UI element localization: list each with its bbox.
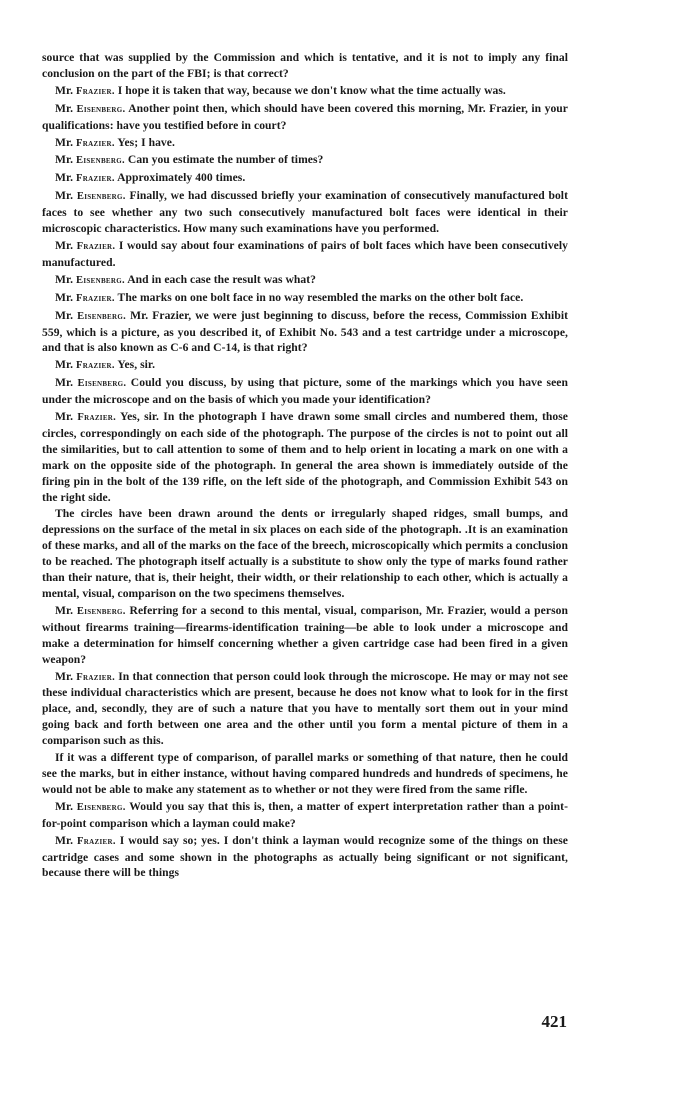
- speaker-title: Mr.: [55, 135, 77, 149]
- page-number: 421: [541, 1012, 567, 1031]
- speaker-name: Eisenberg.: [77, 378, 127, 390]
- paragraph-text: Yes, sir. In the photograph I have drawn some small circles and numbered them, those circles, correspondingly on each side of the photograph. The purpose of the circles is not to point out all the similarities, but to call attention to some of them and to help orient in locating a mark on one with a mark on the opposite side of the photograph. In general the area shown is immediately outside of the firing pin in the bolt of the 139 rifle, on the left side of the photograph, and Commission Exhibit 543 on the right side.: [42, 410, 568, 504]
- transcript-paragraph: [42, 750, 568, 798]
- speaker-title: Mr.: [55, 308, 78, 322]
- paragraph-text: Another point then, which should have been covered this morning, Mr. Frazier, in your qualifications: have you testified before in court?: [42, 101, 568, 132]
- transcript-paragraph: [42, 188, 568, 237]
- speaker-title: Mr.: [55, 238, 77, 252]
- speaker-name: Eisenberg.: [77, 310, 127, 322]
- speaker-title: Mr.: [55, 376, 78, 390]
- paragraph-text: I would say so; yes. I don't think a layman would recognize some of the things on these cartridge cases and some shown in the photographs as actually being significant or not significant, because there will be things: [42, 833, 568, 880]
- transcript-paragraph: [42, 308, 568, 357]
- transcript-paragraph: [42, 409, 568, 505]
- paragraph-text: Can you estimate the number of times?: [127, 153, 324, 167]
- speaker-name: Frazier.: [77, 412, 117, 424]
- paragraph-text: Approximately 400 times.: [117, 171, 246, 185]
- transcript-paragraph: [42, 135, 568, 152]
- speaker-title: Mr.: [55, 603, 77, 617]
- speaker-title: Mr.: [55, 101, 77, 115]
- transcript-paragraph: [42, 506, 568, 601]
- transcript-paragraph: [42, 357, 568, 374]
- paragraph-text: Yes, sir.: [117, 358, 156, 372]
- paragraph-text: And in each case the result was what?: [127, 272, 316, 286]
- paragraph-text: The circles have been drawn around the dents or irregularly shaped ridges, small bumps, and depressions on the surface of the metal in six places on each side of the photograph. .It is an examination of these marks, and all of the marks on the face of the breech, microscopically which permits a conclusion to be reached. The photograph itself actually is a substitute to show only the type of marks found rather than their nature, that is, their height, their width, or their relationship to each other, which is actually a mental, visual, comparison on the two specimens themselves.: [42, 507, 568, 600]
- speaker-name: Frazier.: [76, 671, 116, 683]
- transcript-page: [42, 50, 568, 882]
- speaker-name: Frazier.: [76, 85, 115, 97]
- transcript-paragraph: [42, 603, 568, 668]
- speaker-name: Eisenberg.: [76, 801, 126, 813]
- speaker-title: Mr.: [55, 358, 77, 372]
- transcript-paragraph: [42, 83, 568, 100]
- paragraph-text: Finally, we had discussed briefly your examination of consecutively manufactured bolt faces to see whether any two such consecutively manufactured bolt faces were identical in their microscopic characteristics. How many such examinations have you performed.: [42, 189, 568, 236]
- paragraph-text: Yes; I have.: [117, 135, 175, 149]
- paragraph-text: I hope it is taken that way, because we don't know what the time actually was.: [117, 83, 506, 97]
- paragraph-text: Mr. Frazier, we were just beginning to discuss, before the recess, Commission Exhibit 559, which is a picture, as you described it, of Exhibit No. 543 and a test cartridge under a microscope, and that is also known as C-6 and C-14, is that right?: [42, 308, 569, 355]
- speaker-name: Eisenberg.: [76, 191, 126, 203]
- speaker-title: Mr.: [55, 410, 78, 424]
- speaker-title: Mr.: [55, 153, 77, 167]
- speaker-title: Mr.: [55, 833, 78, 847]
- transcript-paragraph: [42, 799, 568, 832]
- speaker-name: Frazier.: [76, 173, 115, 185]
- speaker-title: Mr.: [55, 272, 77, 286]
- speaker-title: Mr.: [55, 290, 77, 304]
- speaker-title: Mr.: [55, 669, 77, 683]
- speaker-name: Eisenberg.: [76, 605, 126, 617]
- speaker-name: Frazier.: [76, 360, 115, 372]
- transcript-paragraph: [42, 669, 568, 750]
- speaker-name: Eisenberg.: [76, 155, 125, 167]
- speaker-name: Frazier.: [76, 137, 115, 149]
- speaker-name: Eisenberg.: [76, 103, 126, 115]
- transcript-paragraph: [42, 290, 568, 307]
- paragraph-text: If it was a different type of comparison, of parallel marks or something of that nature, then he could see the marks, but in either instance, without having compared hundreds and hundreds of specimens, he would not be able to make any statement as to whether or not they were fired from the same rifle.: [42, 751, 568, 796]
- speaker-name: Eisenberg.: [76, 274, 125, 286]
- paragraph-text: The marks on one bolt face in no way resembled the marks on the other bolt face.: [117, 290, 524, 304]
- speaker-name: Frazier.: [76, 292, 115, 304]
- transcript-paragraph: [42, 272, 568, 289]
- paragraph-text: Referring for a second to this mental, visual, comparison, Mr. Frazier, would a person without firearms training—firearms-identification training—be able to look under a microscope and make a determination for himself concerning whether a given cartridge case had been fired in a given weapon?: [42, 603, 568, 666]
- transcript-paragraph: [42, 238, 568, 271]
- transcript-paragraph: [42, 50, 568, 82]
- transcript-paragraph: [42, 101, 568, 134]
- speaker-title: Mr.: [55, 189, 77, 203]
- paragraph-text: Would you say that this is, then, a matter of expert interpretation rather than a point-for-point comparison which a layman could make?: [42, 799, 568, 830]
- speaker-title: Mr.: [55, 171, 77, 185]
- speaker-title: Mr.: [55, 83, 77, 97]
- paragraph-text: source that was supplied by the Commission and which is tentative, and it is not to imply any final conclusion on the part of the FBI; is that correct?: [42, 51, 568, 80]
- transcript-paragraph: [42, 375, 568, 408]
- transcript-paragraph: [42, 170, 568, 187]
- transcript-paragraph: [42, 833, 568, 882]
- transcript-paragraph: [42, 152, 568, 169]
- paragraph-text: I would say about four examinations of pairs of bolt faces which have been consecutively manufactured.: [42, 238, 568, 269]
- paragraph-text: In that connection that person could look through the microscope. He may or may not see these individual characteristics which are present, because he does not know what to look for in the first place, and, secondly, they are of such a nature that you have to mentally sort them out in your mind going back and forth between one area and the other until you form a mental picture of them in a comparison such as this.: [42, 669, 568, 748]
- speaker-title: Mr.: [55, 799, 77, 813]
- speaker-name: Frazier.: [77, 835, 116, 847]
- speaker-name: Frazier.: [76, 240, 116, 252]
- paragraph-text: Could you discuss, by using that picture, some of the markings which you have seen under the microscope and on the basis of which you made your identification?: [42, 376, 568, 407]
